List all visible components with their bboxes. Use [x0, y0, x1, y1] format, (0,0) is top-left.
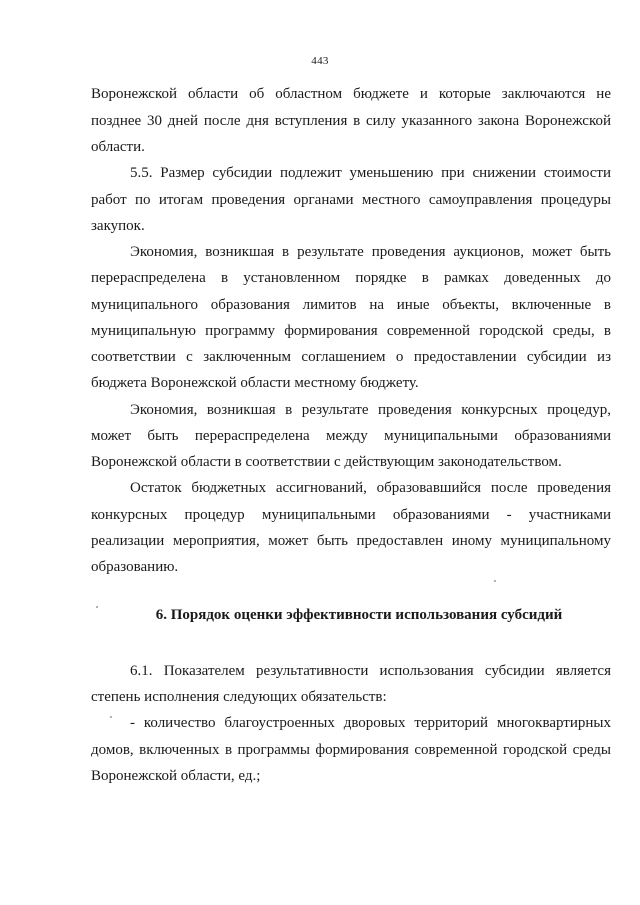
text-line: Воронежской области об областном бюджете и которые заключаются не [91, 86, 611, 102]
text-line: муниципальную программу формирования современной городской среды, в [91, 323, 611, 339]
text-line: работ по итогам проведения органами местного самоуправления процедуры [91, 192, 611, 208]
text-line: может быть перераспределена между муниципальными образованиями [91, 428, 611, 444]
scan-speck [110, 716, 112, 718]
paragraph-first-line: Экономия, возникшая в результате проведения аукционов, может быть [130, 244, 611, 260]
text-line: закупок. [91, 218, 145, 234]
list-item-first-line: - количество благоустроенных дворовых территорий многоквартирных [130, 715, 611, 731]
text-line: конкурсных процедур муниципальными образованиями - участниками [91, 507, 611, 523]
paragraph-first-line: Экономия, возникшая в результате проведения конкурсных процедур, [130, 402, 611, 418]
text-line: перераспределена в установленном порядке в рамках доведенных до [91, 270, 611, 286]
page-number: 443 [311, 55, 329, 67]
paragraph-first-line: 6.1. Показателем результативности использования субсидии является [130, 663, 611, 679]
paragraph-first-line: Остаток бюджетных ассигнований, образовавшийся после проведения [130, 480, 611, 496]
text-line: области. [91, 139, 145, 155]
text-line: соответствии с заключенным соглашением о предоставлении субсидии из [91, 349, 611, 365]
scan-speck [494, 580, 496, 582]
text-line: муниципального образования лимитов на иные объекты, включенные в [91, 297, 611, 313]
paragraph-first-line: 5.5. Размер субсидии подлежит уменьшению при снижении стоимости [130, 165, 611, 181]
text-line: позднее 30 дней после дня вступления в силу указанного закона Воронежской [91, 113, 611, 129]
text-line: бюджета Воронежской области местному бюджету. [91, 375, 419, 391]
text-line: образованию. [91, 559, 179, 575]
text-line: степень исполнения следующих обязательств: [91, 689, 387, 705]
scan-speck [96, 606, 98, 608]
section-heading: 6. Порядок оценки эффективности использования субсидий [155, 607, 563, 623]
text-line: Воронежской области в соответствии с действующим законодательством. [91, 454, 562, 470]
text-line: домов, включенных в программы формирования современной городской среды [91, 742, 611, 758]
text-line: реализации мероприятия, может быть предоставлен иному муниципальному [91, 533, 611, 549]
text-line: Воронежской области, ед.; [91, 768, 261, 784]
